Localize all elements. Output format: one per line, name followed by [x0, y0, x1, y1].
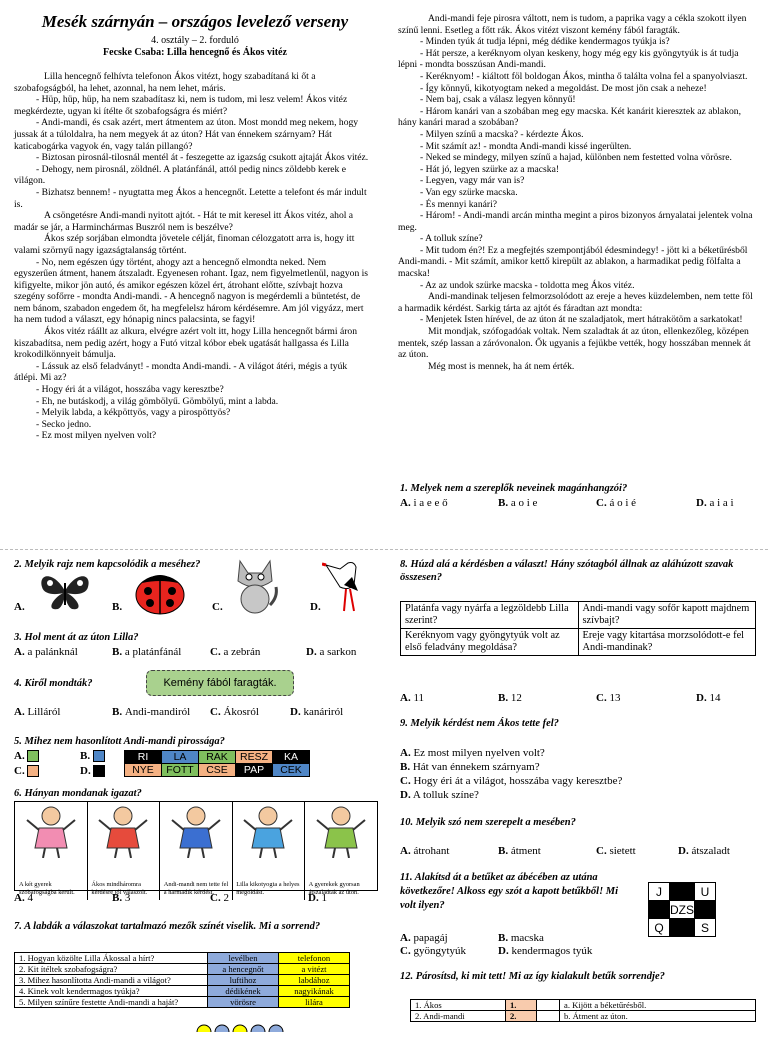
q8-table: [400, 601, 756, 656]
story-paragraph: Még most is mennek, ha át nem érték.: [428, 360, 575, 372]
black-square-icon: [93, 765, 105, 777]
syllable-cell: CEK: [273, 764, 310, 777]
q12-key-1[interactable]: 1.: [506, 1000, 537, 1011]
q6-option-d[interactable]: D. 1: [308, 892, 327, 904]
q1-option-b[interactable]: B. a o i e: [498, 497, 538, 509]
q11-option-b[interactable]: B. macska: [498, 932, 544, 944]
q7-answer-yellow[interactable]: labdához: [279, 975, 350, 986]
story-paragraph: - Minden tyúk át tudja lépni, még dédike kendermagos tyúkja is?: [420, 36, 670, 48]
q8-option-c[interactable]: C. 13: [596, 692, 621, 704]
story-paragraph: - Neked se mindegy, milyen színű a hajad, különben nem festetted volna vörösre.: [420, 152, 732, 164]
q11-grid-mid: DZS: [670, 902, 694, 917]
kid-statement: Andi-mandi nem tette fel a harmadik kérdést.: [163, 881, 229, 896]
q10-option-b[interactable]: B. átment: [498, 845, 541, 857]
story-paragraph: Ákos szép sorjában elmondta jövetele célját, finoman célozgatott arra is, hogy itt valami szörnyű nagy igazságtalanság történt.: [14, 233, 355, 256]
q1-option-d[interactable]: D. a i a i: [696, 497, 734, 509]
q7-question-cell: 2. Kit ítéltek szobafogságra?: [15, 964, 208, 975]
syllable-cell: RAK: [199, 751, 236, 764]
q6-option-a[interactable]: A. 4: [14, 892, 33, 904]
child-icon: [311, 804, 371, 858]
q5-option-d[interactable]: D.: [80, 764, 105, 778]
child-icon: [238, 804, 298, 858]
story-paragraph: - Hüp, hüp, hüp, ha nem szabadítasz ki, nem is tudom, mi lesz velem! Ákos vitéz megkérdezte, ugyan ki ítélte őt szobafogságra és miért?: [14, 94, 348, 117]
q9-options: [400, 746, 622, 802]
story-paragraph: - Három kanári van a szobában meg egy macska. Két kanárit kieresztek az ablakon, hány kanári marad a szobában?: [398, 105, 741, 129]
q3-option-c[interactable]: C. a zebrán: [210, 646, 261, 658]
story-paragraph: - Mit számít az! - mondta Andi-mandi kissé ingerülten.: [420, 140, 632, 152]
kid-statement: Ákos mindháromra kérdésre jól válaszolt.: [91, 881, 148, 896]
story-paragraph: A csöngetésre Andi-mandi nyitott ajtót. - Hát te mit keresel itt Ákos vitéz, ahol a madár se jár, a Harminchármas Buszról nem is beszélve?: [14, 210, 354, 233]
q7-table: [14, 952, 350, 1008]
table-row: [15, 953, 350, 964]
ladybug-icon: [132, 569, 188, 615]
story-left-column: [14, 71, 370, 442]
q1-options: [400, 497, 760, 510]
q1-question: 1. Melyek nem a szereplők neveinek magánhangzói?: [400, 483, 628, 494]
q7-question-cell: 4. Kinek volt kendermagos tyúkja?: [15, 986, 208, 997]
q8-cell-2[interactable]: Andi-mandi vagy sofőr kapott majdnem szívbajt?: [578, 602, 756, 629]
q11-question: 11. Alakítsd át a betűket az ábécében az utána következőre! Alkoss egy szót a kapott betűkből! Mi volt ilyen?: [400, 872, 619, 911]
q7-answer-blue[interactable]: a hencegnőt: [208, 964, 279, 975]
story-paragraph: - Bizhatsz bennem! - nyugtatta meg Ákos a hencegnőt. Letette a telefont és már indult is.: [14, 186, 367, 210]
kid-statement: Lilla kikotyogta a helyes megoldást.: [236, 881, 300, 896]
syllable-cell: KA: [273, 751, 310, 764]
story-paragraph: - Andi-mandi, és csak azért, mert átmentem az úton. Most mondd meg nekem, hogy jussak át a túloldalra, ha nem megyek át az úton? Hát van énnekem szárnyam? Hát katicabogárka vagyok én, vagy talán pillangó?: [14, 117, 359, 152]
q11-grid-bl: Q: [649, 919, 670, 937]
story-paragraph: Lilla hencegnő felhívta telefonon Ákos vitézt, hogy szabadítaná ki őt a szobafogságból, ha lehet, azonnal, ha nem lehet, máris.: [14, 71, 316, 94]
child-icon: [166, 804, 226, 858]
q1-option-c[interactable]: C. á o i é: [596, 497, 637, 509]
q11-letter-grid: [648, 882, 716, 937]
table-row: [15, 975, 350, 986]
q4-option-a[interactable]: A. Lilláról: [14, 706, 61, 718]
page-title: Mesék szárnyán – országos levelező verseny: [41, 12, 349, 31]
q7-answer-blue[interactable]: dédikének: [208, 986, 279, 997]
q5-option-b[interactable]: B.: [80, 749, 105, 763]
q8-question: 8. Húzd alá a kérdésben a választ! Hány szótagból állnak az aláhúzott szavak összesen?: [400, 559, 734, 583]
q2-question: 2. Melyik rajz nem kapcsolódik a meséhez?: [14, 559, 201, 570]
q9-option-a[interactable]: A. Ez most milyen nyelven volt?: [400, 747, 545, 759]
q9-question: 9. Melyik kérdést nem Ákos tette fel?: [400, 718, 559, 729]
q12-blank-1[interactable]: [537, 1000, 560, 1011]
q11-grid-black: [670, 883, 695, 901]
child-icon: [93, 804, 153, 858]
q5-syllable-table: [124, 750, 310, 777]
q4-option-d[interactable]: D. kanáriról: [290, 706, 344, 718]
story-paragraph: - Így könnyű, kikotyogtam neked a megoldást. De most jön csak a neheze!: [420, 82, 707, 94]
q2-option-b[interactable]: B.: [112, 601, 123, 613]
q9-option-b[interactable]: B. Hát van énnekem szárnyam?: [400, 761, 540, 773]
orange-square-icon: [27, 765, 39, 777]
q11-option-c[interactable]: C. gyöngytyúk: [400, 945, 467, 957]
story-paragraph: - Ez most milyen nyelven volt?: [36, 430, 157, 442]
story-paragraph: - Eh, ne butáskodj, a világ gömbölyű. Gömbölyű, mint a labda.: [36, 395, 279, 407]
q7-answer-yellow[interactable]: a vitézt: [279, 964, 350, 975]
q7-question-cell: 1. Hogyan közölte Lilla Ákossal a hírt?: [15, 953, 208, 964]
story-paragraph: Ákos vitéz ráállt az alkura, elvégre azért volt itt, hogy Lilla hencegnőt bármi áron kiszabadítsa, nem pedig azért, hogy a Futó vitzal kóbor ebek ugatását hallgassa és Lilla krokodilkönnyeit bámulja.: [14, 326, 358, 361]
syllable-cell: CSE: [199, 764, 236, 777]
story-paragraph: - A tolluk színe?: [420, 233, 483, 245]
q10-option-d[interactable]: D. átszaladt: [678, 845, 730, 857]
q5-option-c[interactable]: C.: [14, 764, 39, 778]
q3-option-a[interactable]: A. a palánknál: [14, 646, 78, 658]
stork-icon: [322, 555, 368, 615]
q8-options: [400, 692, 756, 705]
syllable-cell: FOTT: [162, 764, 199, 777]
story-paragraph: - Keréknyom! - kiáltott föl boldogan Ákos, mintha ő találta volna fel a spanyolviaszt.: [420, 70, 748, 82]
q12-table: [410, 999, 756, 1022]
q3-option-b[interactable]: B. a platánfánál: [112, 646, 182, 658]
story-paragraph: - Lássuk az első feladványt! - mondta Andi-mandi. - A világot átéri, mégis a tyúk átlépi. Mi az?: [14, 360, 348, 384]
q7-question: 7. A labdák a válaszokat tartalmazó mezők színét viselik. Mi a sorrend?: [14, 921, 321, 932]
q4-option-b[interactable]: B. Andi-mandiról: [112, 706, 191, 718]
story-paragraph: - Van egy szürke macska.: [420, 186, 518, 198]
q8-cell-3[interactable]: Keréknyom vagy gyöngytyúk volt az első feladvány megoldása?: [401, 629, 579, 656]
q11-grid-tr: U: [695, 883, 716, 901]
table-row: [15, 997, 350, 1008]
q7-answer-yellow[interactable]: lilára: [279, 997, 350, 1008]
q11-options: [400, 932, 650, 958]
q8-option-a[interactable]: A. 11: [400, 692, 425, 704]
story-paragraph: - Melyik labda, a kékpöttyös, vagy a pirospöttyös?: [36, 407, 231, 419]
kid-panel[interactable]: [15, 802, 88, 900]
q11-grid-tl: J: [649, 883, 670, 901]
q2-option-a[interactable]: A.: [14, 601, 25, 613]
kid-statement: A gyerekek gyorsan átszaladtak az úton.: [308, 881, 360, 896]
q7-balls: [196, 1019, 306, 1037]
q7-answer-yellow[interactable]: nagyikának: [279, 986, 350, 997]
q11-option-d[interactable]: D. kendermagos tyúk: [498, 945, 593, 957]
story-right-column: [398, 13, 756, 372]
story-paragraph: - No, nem egészen úgy történt, ahogy azt a hencegnő elmondta neked. Nem egyszerűen átment, hanem átszaladt. Egyenesen rohant. Igaz, nem figyelmetlenül, nagyon is kifigyelte, mikor jön autó, és amikor egészen közel ért, átrohant előtte, szívbajt hozva szegény sofőrre - mondta Andi-mandi. - A hencegnő nagyon is megérdemli a büntetést, de nem bánom, szabadon engedem őt, ha megfelelsz három kérdésemre. Am jól vigyázz, mert ha nem tudod a választ, egy hónapig nincs palacsinta, se fagyi!: [14, 256, 369, 326]
q12-name-2: 2. Andi-mandi: [411, 1011, 506, 1022]
q6-option-c[interactable]: C. 2: [210, 892, 229, 904]
syllable-cell: RESZ: [236, 751, 273, 764]
q4-options: [14, 706, 370, 719]
table-row: [15, 986, 350, 997]
q5-question: 5. Mihez nem hasonlított Andi-mandi pirossága?: [14, 736, 225, 747]
kid-panel[interactable]: [160, 802, 233, 900]
q11-option-a[interactable]: A. papagáj: [400, 932, 448, 944]
q7-question-cell: 3. Mihez hasonlította Andi-mandi a világot?: [15, 975, 208, 986]
q12-name-1: 1. Ákos: [411, 1000, 506, 1011]
blue-square-icon: [93, 750, 105, 762]
q12-question: 12. Párosítsd, ki mit tett! Mi az így kialakult betűk sorrendje?: [400, 971, 665, 982]
story-paragraph: - Biztosan pirosnál-tilosnál mentél át - feszegette az igazság csukott ajtaját Ákos vitéz.: [36, 152, 369, 164]
child-icon: [21, 804, 81, 858]
q6-options: [14, 892, 368, 905]
q4-question: 4. Kiről mondták?: [14, 678, 93, 689]
q3-options: [14, 646, 376, 659]
q8-option-d[interactable]: D. 14: [696, 692, 721, 704]
q10-option-a[interactable]: A. átrohant: [400, 845, 450, 857]
q12-action-a: a. Kijött a béketűrésből.: [560, 1000, 756, 1011]
q8-option-b[interactable]: B. 12: [498, 692, 522, 704]
kid-panel[interactable]: [232, 802, 305, 900]
butterfly-icon: [36, 569, 94, 613]
story-paragraph: - Három! - Andi-mandi arcán mintha megint a piros bizonyos árnyalatai jelentek volna meg.: [398, 210, 753, 233]
q7-question-cell: 5. Milyen színűre festette Andi-mandi a haját?: [15, 997, 208, 1008]
q10-options: [400, 845, 762, 858]
story-paragraph: Andi-mandi feje pirosra váltott, nem is tudom, a paprika vagy a cékla szokott ilyen színű lenni. Esetleg a főtt rák. Ákos vitézt viszont kemény fából faragták.: [398, 13, 747, 36]
syllable-cell: LA: [162, 751, 199, 764]
q1-option-a[interactable]: A. i a e e ő: [400, 497, 448, 509]
q3-option-d[interactable]: D. a sarkon: [306, 646, 357, 658]
q9-option-c[interactable]: C. Hogy éri át a világot, hosszába vagy keresztbe?: [400, 775, 623, 787]
story-paragraph: Mit mondjak, szófogadóak voltak. Nem szaladtak át az úton, ellenkezőleg, középen mentek, szép lassan a záróvonalon. Ők ugyanis a fejükbe vették, hogy hosszában mennek át az úton.: [398, 326, 751, 361]
story-title: Fecske Csaba: Lilla hencegnő és Ákos vitéz: [103, 47, 287, 58]
q3-question: 3. Hol ment át az úton Lilla?: [14, 632, 139, 643]
q7-answer-blue[interactable]: levélben: [208, 953, 279, 964]
story-paragraph: - Az az undok szürke macska - toldotta meg Ákos vitéz.: [420, 279, 635, 291]
syllable-cell: NYE: [125, 764, 162, 777]
table-row: [15, 964, 350, 975]
q12-blank-2[interactable]: [537, 1011, 560, 1022]
q10-option-c[interactable]: C. sietett: [596, 845, 636, 857]
story-paragraph: - Dehogy, nem pirosnál, zöldnél. A platánfánál, attól pedig nincs zöldebb kerek e világon.: [14, 163, 347, 187]
q7-answer-blue[interactable]: vörösre: [208, 997, 279, 1008]
q10-question: 10. Melyik szó nem szerepelt a mesében?: [400, 817, 576, 828]
q6-question: 6. Hányan mondanak igazat?: [14, 788, 142, 799]
q12-action-b: b. Átment az úton.: [560, 1011, 756, 1022]
story-paragraph: - Mit tudom én?! Ez a megfejtés szempontjából édesmindegy! - jött ki a béketűrésből Andi-mandi. - Mit számít, amikor kettő kirepült az ablakon, a harmadikat pedig fölfalta a macska!: [398, 244, 748, 280]
q6-option-b[interactable]: B. 3: [112, 892, 131, 904]
q11-grid-black: [670, 919, 695, 937]
story-paragraph: - Hogy éri át a világot, hosszába vagy keresztbe?: [36, 384, 224, 396]
q5-options: [14, 749, 124, 779]
q11-grid-br: S: [695, 919, 716, 937]
story-paragraph: - És mennyi kanári?: [420, 198, 497, 210]
q7-answer-blue[interactable]: luftihoz: [208, 975, 279, 986]
q8-cell-4[interactable]: Ereje vagy kitartása morzsolódott-e fel Andi-mandinak?: [578, 629, 756, 656]
q4-option-c[interactable]: C. Ákosról: [210, 706, 259, 718]
kid-panel[interactable]: [87, 802, 160, 900]
q11-grid-black: [695, 901, 716, 919]
story-paragraph: - Legyen, vagy már van is?: [420, 175, 525, 187]
cat-icon: [230, 557, 280, 615]
round-label: 4. osztály – 2. forduló: [151, 35, 239, 46]
q12-key-2[interactable]: 2.: [506, 1011, 537, 1022]
story-paragraph: - Nem baj, csak a válasz legyen könnyű!: [420, 94, 576, 106]
q11-grid-black: [649, 901, 670, 919]
kid-statement: A két gyerek szobafogságba került.: [19, 881, 75, 896]
q2-options: [14, 555, 374, 615]
q6-kids-box: [14, 801, 378, 896]
q4-quote-box: Kemény fából faragták.: [146, 670, 294, 696]
q8-cell-1[interactable]: Platánfa vagy nyárfa a legzöldebb Lilla szerint?: [401, 602, 579, 629]
story-paragraph: - Hát jó, legyen szürke az a macska!: [420, 163, 560, 175]
q5-option-a[interactable]: A.: [14, 749, 39, 763]
syllable-cell: RI: [125, 751, 162, 764]
story-paragraph: - Hát persze, a keréknyom olyan keskeny, hogy még egy kis gyöngytyúk is át tudja lépni - mondta bosszúsan Andi-mandi.: [398, 47, 739, 71]
q2-option-c[interactable]: C.: [212, 601, 223, 613]
page-separator: [0, 549, 768, 550]
green-square-icon: [27, 750, 39, 762]
story-paragraph: - Secko jedno.: [36, 418, 92, 430]
kid-panel[interactable]: [305, 802, 377, 900]
q7-answer-yellow[interactable]: telefonon: [279, 953, 350, 964]
story-paragraph: Andi-mandinak teljesen felmorzsolódott az ereje a heves küzdelemben, nem tette föl a harmadik kérdést. Sarkig tárta az ajtót és fáradtan azt mondta:: [398, 291, 753, 314]
q2-option-d[interactable]: D.: [310, 601, 321, 613]
syllable-cell: PAP: [236, 764, 273, 777]
story-paragraph: - Milyen színű a macska? - kérdezte Ákos.: [420, 128, 584, 140]
story-paragraph: - Menjetek Isten hírével, de az úton át ne szaladjatok, mert hátrakötöm a sarkatokat!: [420, 314, 743, 326]
q9-option-d[interactable]: D. A tolluk színe?: [400, 789, 479, 801]
